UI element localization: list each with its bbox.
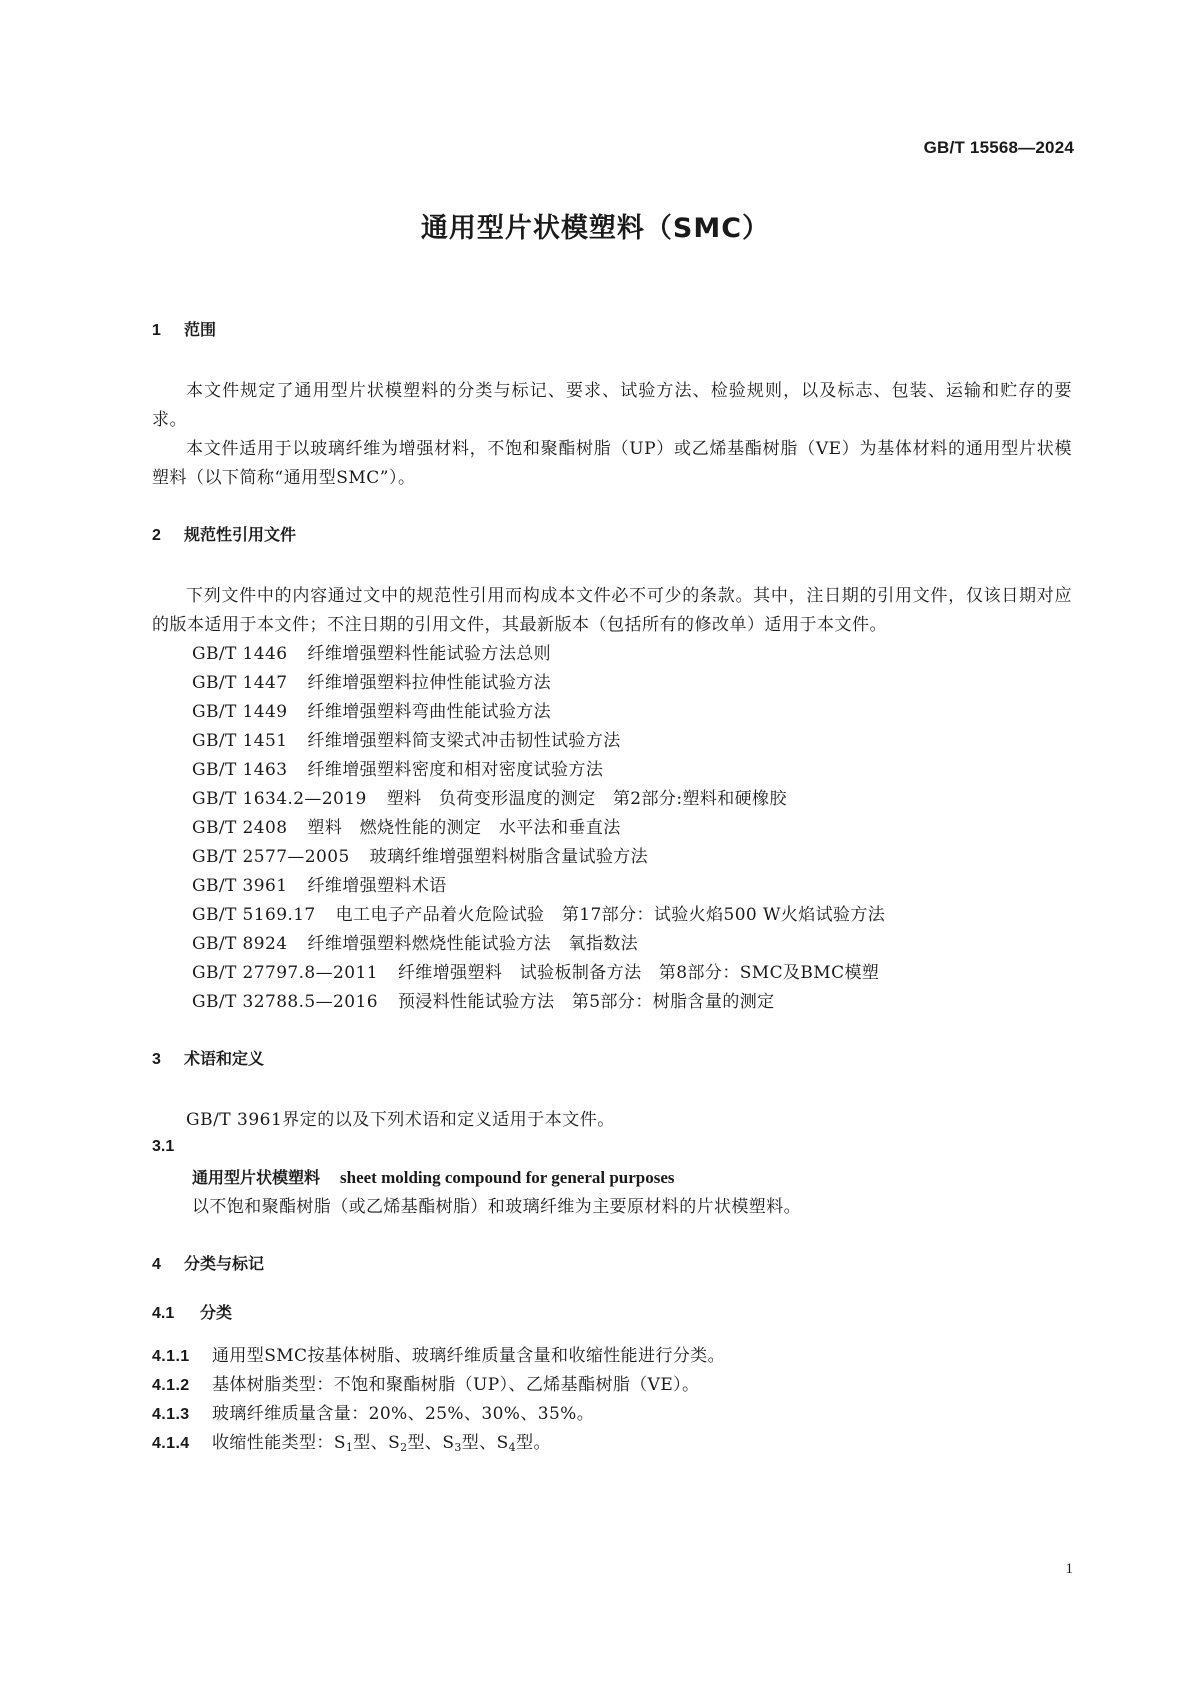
- reference-title: 电工电子产品着火危险试验 第17部分：试验火焰500 W火焰试验方法: [335, 905, 886, 925]
- section-title: 范围: [184, 320, 217, 339]
- clause-number: 4.1.4: [152, 1435, 190, 1452]
- reference-item: [152, 698, 1072, 727]
- reference-title: 玻璃纤维增强塑料树脂含量试验方法: [369, 847, 649, 867]
- section-number: 1: [152, 322, 161, 339]
- section-number: 2: [152, 527, 161, 544]
- section-heading-scope: [152, 318, 1072, 343]
- reference-title: 纤维增强塑料拉伸性能试验方法: [307, 673, 552, 693]
- reference-title: 纤维增强塑料燃烧性能试验方法 氧指数法: [307, 934, 639, 954]
- reference-title: 纤维增强塑料术语: [307, 876, 447, 896]
- term-chinese: 通用型片状模塑料: [192, 1168, 321, 1187]
- clause-text: 玻璃纤维质量含量：20%、25%、30%、35%。: [212, 1404, 595, 1424]
- subsection-title: 分类: [200, 1303, 233, 1322]
- section-heading-classification: [152, 1252, 1072, 1277]
- reference-code: GB/T 1463: [192, 760, 288, 780]
- reference-item: [152, 727, 1072, 756]
- section-heading-refs: [152, 523, 1072, 548]
- reference-code: GB/T 32788.5—2016: [192, 992, 378, 1012]
- section-title: 规范性引用文件: [184, 525, 297, 544]
- term-entry: [152, 1163, 1072, 1193]
- reference-item: [152, 640, 1072, 669]
- shrinkage-type: $S_1$型、: [333, 1433, 389, 1454]
- clause-4-1-2: [152, 1371, 1072, 1400]
- terms-intro-paragraph: GB/T 3961界定的以及下列术语和定义适用于本文件。: [186, 1110, 615, 1130]
- reference-code: GB/T 1449: [192, 702, 288, 722]
- scope-paragraph-2: 本文件适用于以玻璃纤维为增强材料，不饱和聚酯树脂（UP）或乙烯基酯树脂（VE）为基体材料的通用型片状模塑料（以下简称“通用型SMC”）。: [152, 439, 1072, 488]
- reference-item: [152, 959, 1072, 988]
- reference-item: [152, 785, 1072, 814]
- reference-item: [152, 669, 1072, 698]
- clause-text: 基体树脂类型：不饱和聚酯树脂（UP）、乙烯基酯树脂（VE）。: [212, 1375, 700, 1395]
- reference-code: GB/T 1451: [192, 731, 288, 751]
- reference-code: GB/T 27797.8—2011: [192, 963, 378, 983]
- section-number: 3: [152, 1051, 161, 1068]
- scope-paragraph-1: 本文件规定了通用型片状模塑料的分类与标记、要求、试验方法、检验规则，以及标志、包装、运输和贮存的要求。: [152, 381, 1072, 430]
- reference-title: 预浸料性能试验方法 第5部分：树脂含量的测定: [397, 992, 775, 1012]
- refs-intro-paragraph: 下列文件中的内容通过文中的规范性引用而构成本文件必不可少的条款。其中，注日期的引用文件，仅该日期对应的版本适用于本文件；不注日期的引用文件，其最新版本（包括所有的修改单）适用于本文件。: [152, 586, 1072, 635]
- term-english: sheet molding compound for general purposes: [340, 1168, 675, 1187]
- subsection-number: 4.1: [152, 1305, 175, 1322]
- reference-item: [152, 930, 1072, 959]
- reference-title: 塑料 燃烧性能的测定 水平法和垂直法: [307, 818, 621, 838]
- reference-title: 纤维增强塑料弯曲性能试验方法: [307, 702, 552, 722]
- document-title: 通用型片状模塑料（SMC）: [420, 213, 771, 244]
- shrinkage-type: $S_4$型。: [496, 1433, 551, 1454]
- reference-code: GB/T 1447: [192, 673, 288, 693]
- clause-4-1-1: [152, 1342, 1072, 1371]
- reference-list: [152, 640, 1072, 1017]
- section-title: 术语和定义: [184, 1049, 265, 1068]
- shrinkage-type: $S_2$型、: [388, 1433, 443, 1454]
- clause-number: 4.1.1: [152, 1348, 190, 1365]
- page-number: 1: [1065, 1561, 1073, 1577]
- reference-item: [152, 814, 1072, 843]
- clause-number: 4.1.3: [152, 1406, 190, 1423]
- clause-number: 4.1.2: [152, 1377, 190, 1394]
- reference-code: GB/T 1634.2—2019: [192, 789, 367, 809]
- reference-item: [152, 843, 1072, 872]
- clause-text-prefix: 收缩性能类型：: [212, 1433, 334, 1453]
- reference-code: GB/T 1446: [192, 644, 288, 664]
- reference-title: 纤维增强塑料性能试验方法总则: [307, 644, 552, 664]
- reference-code: GB/T 2577—2005: [192, 847, 350, 867]
- shrinkage-type: $S_3$型、: [442, 1433, 497, 1454]
- document-body: [152, 318, 1072, 1462]
- section-title: 分类与标记: [184, 1254, 265, 1273]
- reference-title: 纤维增强塑料简支梁式冲击韧性试验方法: [307, 731, 621, 751]
- term-definition: 以不饱和聚酯树脂（或乙烯基酯树脂）和玻璃纤维为主要原材料的片状模塑料。: [192, 1197, 801, 1217]
- reference-item: [152, 988, 1072, 1017]
- term-number: 3.1: [152, 1138, 175, 1155]
- reference-title: 纤维增强塑料密度和相对密度试验方法: [307, 760, 604, 780]
- subsection-heading-classification: [152, 1301, 1072, 1326]
- clause-text: 通用型SMC按基体树脂、玻璃纤维质量含量和收缩性能进行分类。: [212, 1346, 726, 1366]
- clause-4-1-3: [152, 1400, 1072, 1429]
- reference-code: GB/T 5169.17: [192, 905, 316, 925]
- section-number: 4: [152, 1256, 161, 1273]
- section-heading-terms: [152, 1047, 1072, 1072]
- reference-code: GB/T 8924: [192, 934, 288, 954]
- standard-code: GB/T 15568—2024: [923, 138, 1074, 157]
- reference-code: GB/T 2408: [192, 818, 288, 838]
- reference-item: [152, 872, 1072, 901]
- reference-code: GB/T 3961: [192, 876, 288, 896]
- reference-item: [152, 901, 1072, 930]
- reference-title: 纤维增强塑料 试验板制备方法 第8部分：SMC及BMC模塑: [397, 963, 880, 983]
- clause-4-1-4: [152, 1429, 1072, 1462]
- reference-item: [152, 756, 1072, 785]
- reference-title: 塑料 负荷变形温度的测定 第2部分:塑料和硬橡胶: [386, 789, 787, 809]
